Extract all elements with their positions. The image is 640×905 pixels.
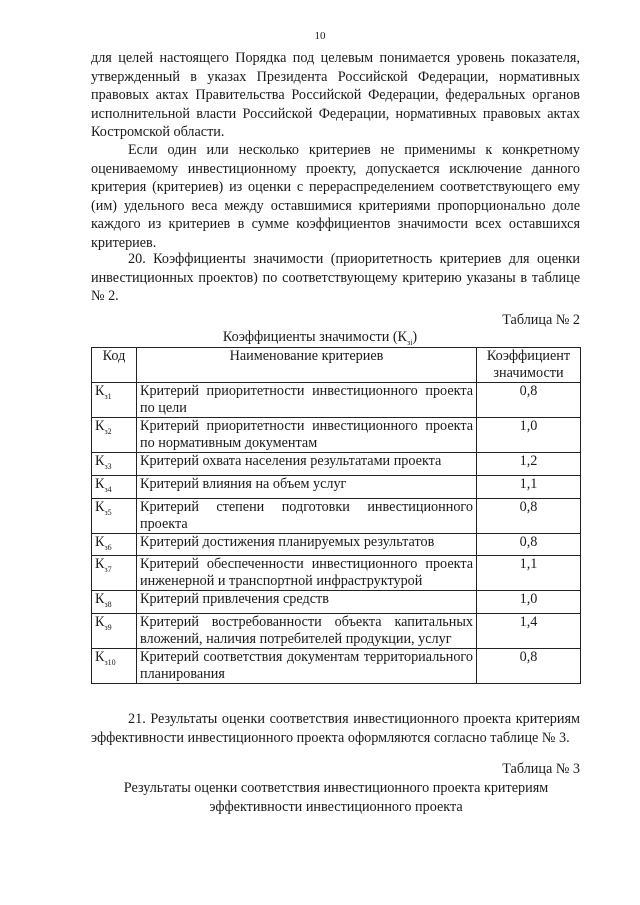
table-header-row — [92, 348, 581, 383]
criterion-code-letter: К — [95, 383, 105, 399]
criterion-code — [92, 556, 137, 591]
table-row — [92, 475, 581, 498]
criterion-code-letter: К — [95, 649, 105, 666]
criterion-code — [92, 498, 137, 533]
criterion-name: Критерий востребованности объекта капитальных вложений, наличия потребителей продукции, услуг — [137, 614, 477, 649]
criterion-code — [92, 649, 137, 684]
criterion-code — [92, 591, 137, 614]
criterion-code — [92, 418, 137, 453]
table-row — [92, 453, 581, 476]
criterion-value: 1,4 — [477, 614, 581, 649]
criterion-name: Критерий привлечения средств — [137, 591, 477, 614]
criterion-code-sub: з1 — [104, 391, 112, 401]
table-row — [92, 649, 581, 684]
criterion-code-sub: з8 — [104, 600, 112, 610]
table-row — [92, 533, 581, 556]
criterion-name: Критерий соответствия документам территориального планирования — [137, 649, 477, 684]
criterion-value: 0,8 — [477, 498, 581, 533]
table2-label: Таблица № 2 — [502, 312, 580, 328]
criterion-code — [92, 533, 137, 556]
criterion-code — [92, 383, 137, 418]
criterion-code-sub: з7 — [104, 565, 112, 575]
criterion-code-sub: з6 — [104, 542, 112, 552]
criterion-name: Критерий степени подготовки инвестиционного проекта — [137, 498, 477, 533]
criterion-code-sub: з3 — [104, 461, 112, 471]
criterion-code-letter: К — [95, 475, 105, 492]
coefficients-table — [91, 347, 581, 684]
criterion-value: 0,8 — [477, 383, 581, 418]
criterion-name: Критерий приоритетности инвестиционного проекта по нормативным документам — [137, 418, 477, 453]
paragraph-1: для целей настоящего Порядка под целевым понимается уровень показателя, утвержденный в указах Президента Российской Федерации, нормативных правовых актах Правительства Российской Федерации, федеральных органов исполнительной власти Российской Федерации, нормативных правовых актах Костромской области. — [91, 50, 580, 140]
criterion-value: 0,8 — [477, 533, 581, 556]
criterion-code-letter: К — [95, 591, 105, 608]
criterion-name: Критерий влияния на объем услуг — [137, 475, 477, 498]
criterion-code — [92, 475, 137, 498]
criterion-code-letter: К — [95, 533, 105, 550]
criterion-code-letter: К — [95, 614, 105, 631]
table3-title: Результаты оценки соответствия инвестиционного проекта критериям эффективности инвестиционного проекта — [123, 780, 549, 815]
criterion-code-sub: з5 — [104, 507, 112, 517]
paragraph-3: 20. Коэффициенты значимости (приоритетность критериев для оценки инвестиционных проектов) по соответствующему критерию указаны в таблице № 2. — [91, 251, 580, 304]
criterion-name: Критерий достижения планируемых результатов — [137, 533, 477, 556]
table2-title — [150, 329, 490, 347]
criterion-code-letter: К — [95, 556, 105, 573]
criterion-code-letter: К — [95, 453, 105, 469]
criterion-value: 0,8 — [477, 649, 581, 684]
paragraph-2: Если один или несколько критериев не применимы к конкретному оцениваемому инвестиционному проекту, допускается исключение данного критерия (критериев) из оценки с перераспределением соответствующего ему (им) удельного веса между оставшимися критериями пропорционально доле каждого из критериев в сумме коэффициентов значимости всех оставшихся критериев. — [91, 142, 580, 251]
criterion-code — [92, 453, 137, 476]
table-row — [92, 383, 581, 418]
header-code: Код — [92, 348, 137, 383]
table2-title-sub: зi — [407, 337, 413, 347]
criterion-value: 1,1 — [477, 556, 581, 591]
criterion-code-sub: з10 — [104, 658, 116, 668]
criterion-name: Критерий охвата населения результатами проекта — [137, 453, 477, 476]
criterion-code-letter: К — [95, 498, 105, 515]
table-row — [92, 614, 581, 649]
criterion-value: 1,1 — [477, 475, 581, 498]
criterion-value: 1,0 — [477, 418, 581, 453]
page-number: 10 — [314, 30, 326, 42]
table-row — [92, 556, 581, 591]
table3-label: Таблица № 3 — [502, 761, 580, 777]
criterion-code — [92, 614, 137, 649]
criterion-value: 1,2 — [477, 453, 581, 476]
criterion-code-letter: К — [95, 418, 105, 434]
criterion-code-sub: з4 — [104, 484, 112, 494]
criterion-name: Критерий приоритетности инвестиционного проекта по цели — [137, 383, 477, 418]
criterion-value: 1,0 — [477, 591, 581, 614]
criterion-name: Критерий обеспеченности инвестиционного проекта инженерной и транспортной инфраструктурой — [137, 556, 477, 591]
table-row — [92, 418, 581, 453]
criterion-code-sub: з2 — [104, 426, 112, 436]
criterion-code-sub: з9 — [104, 623, 112, 633]
table2-title-end: ) — [412, 329, 418, 345]
table-row — [92, 498, 581, 533]
paragraph-4: 21. Результаты оценки соответствия инвестиционного проекта критериям эффективности инвестиционного проекта оформляются согласно таблице № 3. — [91, 711, 580, 746]
header-name: Наименование критериев — [137, 348, 477, 383]
table2-title-text: Коэффициенты значимости (К — [222, 329, 408, 345]
table-row — [92, 591, 581, 614]
header-value: Коэффициент значимости — [477, 348, 581, 383]
